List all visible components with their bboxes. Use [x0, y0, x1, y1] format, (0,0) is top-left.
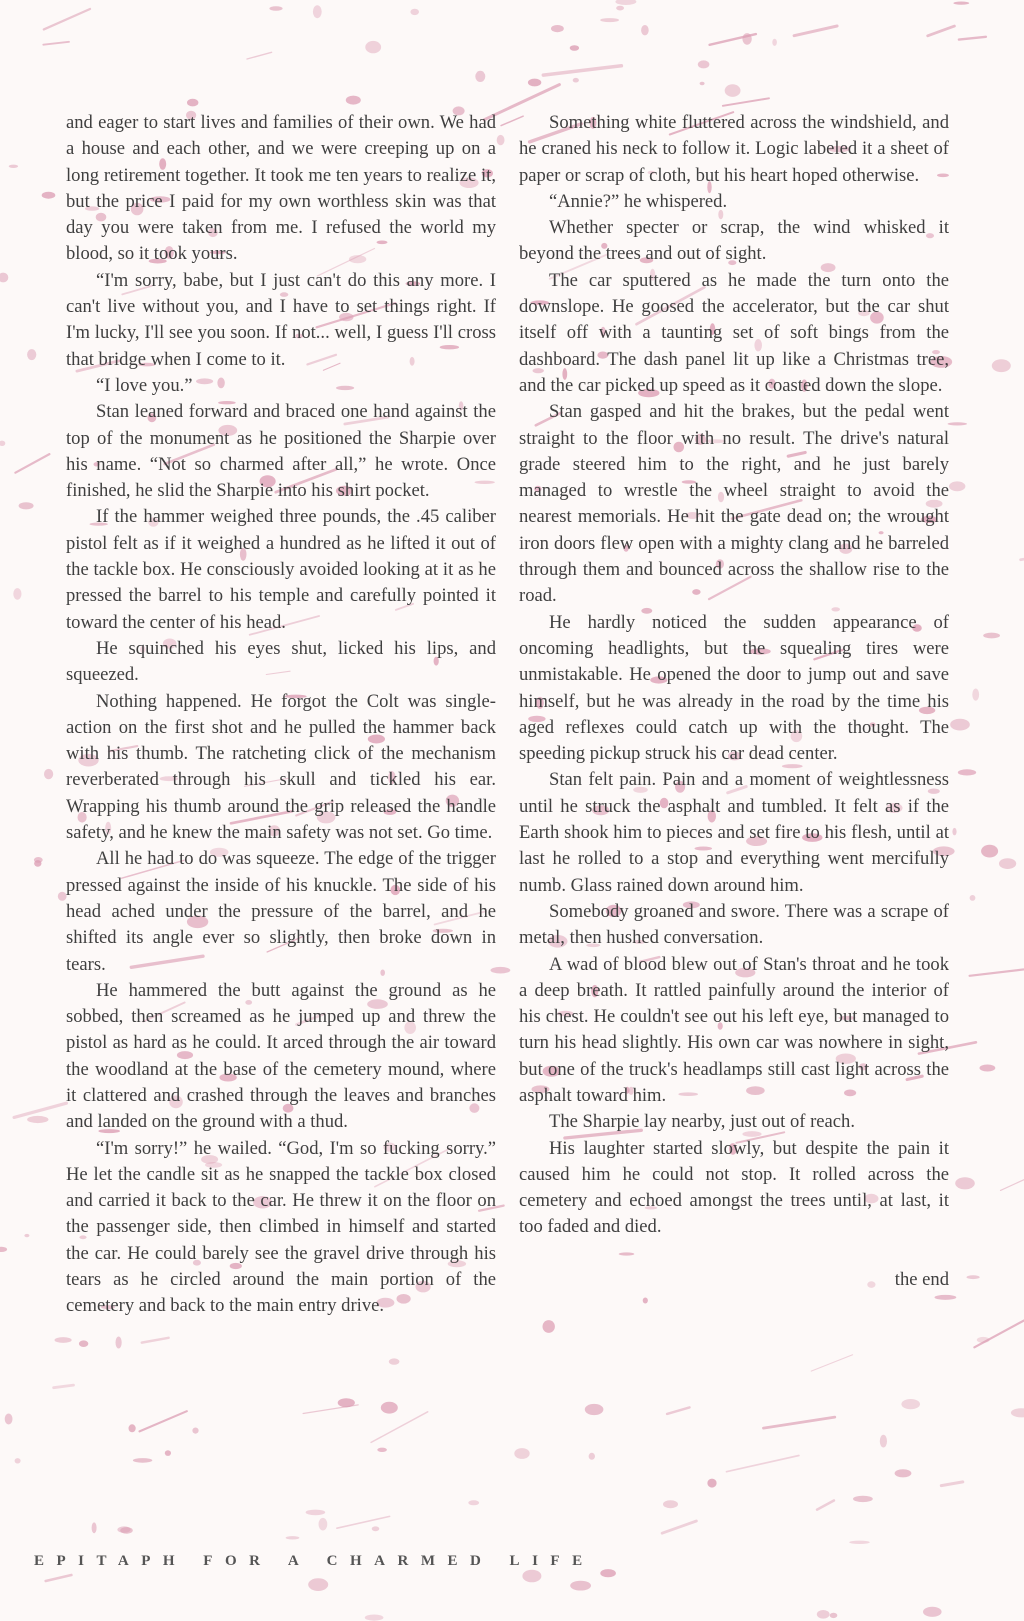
splatter-blot: [27, 349, 36, 360]
splatter-blot: [497, 135, 505, 145]
splatter-blot: [949, 481, 965, 491]
splatter-blot: [133, 1458, 152, 1463]
paragraph: “I'm sorry!” he wailed. “God, I'm so fucking sorry.” He let the candle sit as he snapped the tackle box closed and carried it back to the car. He threw it on the floor on the passenger side, then climbed in himself and started the car. He could barely see the gravel drive through his tears as he circled around the main portion of the cemetery and back to the main entry drive.: [66, 1137, 496, 1317]
splatter-blot: [953, 1, 969, 4]
paragraph: All he had to do was squeeze. The edge of the trigger pressed against the inside of his knuckle. The side of his head ached under the pressure of the barrel, and he shifted its angle ever so slightly, then broke down in tears.: [66, 848, 496, 975]
splatter-blot: [308, 1578, 328, 1591]
splatter-blot: [117, 1526, 130, 1532]
splatter-blot: [543, 1320, 555, 1333]
splatter-blot: [615, 0, 636, 5]
splatter-streak: [811, 1355, 852, 1371]
running-title-footer: EPITAPH FOR A CHARMED LIFE: [34, 1553, 595, 1569]
splatter-blot: [19, 502, 34, 509]
splatter-streak: [970, 967, 1024, 976]
splatter-blot: [0, 273, 8, 283]
splatter-blot: [935, 1295, 957, 1300]
splatter-blot: [585, 1404, 604, 1415]
splatter-blot: [999, 858, 1016, 869]
splatter-blot: [600, 1569, 616, 1577]
paragraph: His laughter started slowly, but despite the pain it caused him he could not stop. It rolled across the cemetery and echoed amongst the trees until, at last, it too faded and died.: [519, 1137, 949, 1238]
splatter-streak: [959, 37, 986, 40]
splatter-streak: [247, 52, 272, 59]
splatter-blot: [522, 1570, 541, 1583]
splatter-blot: [551, 25, 564, 32]
splatter-blot: [958, 769, 976, 775]
splatter-blot: [365, 1615, 384, 1621]
splatter-blot: [643, 1298, 648, 1304]
splatter-blot: [817, 1610, 830, 1619]
splatter-streak: [44, 9, 90, 29]
paragraph: If the hammer weighed three pounds, the .45 caliber pistol felt as if it weighed a hundred as he lifted it out of the tackle box. He consciously avoided looking at it as he pressed the barrel to his temple and carefully pointed it toward the center of his head.: [66, 506, 496, 633]
splatter-blot: [970, 895, 976, 901]
splatter-blot: [319, 1518, 328, 1531]
splatter-streak: [941, 1482, 963, 1486]
splatter-blot: [981, 845, 998, 858]
splatter-blot: [967, 1275, 980, 1279]
paragraph: Something white fluttered across the windshield, and he craned his neck to follow it. Logic labeled it a sheet of paper or scrap of cloth, but his heart hoped otherwise.: [519, 112, 949, 186]
splatter-streak: [43, 42, 69, 45]
splatter-blot: [410, 9, 419, 15]
paragraph: and eager to start lives and families of their own. We had a house and each other, and we were creeping up on a long retirement together. It took me ten years to realize it, but the price I paid for my own worthless skin was that day you were taken from me. I refused the world my blood, so it took yours.: [66, 112, 496, 265]
splatter-blot: [116, 1337, 122, 1349]
splatter-blot: [372, 1526, 380, 1531]
splatter-blot: [5, 1414, 13, 1425]
paragraph: Stan felt pain. Pain and a moment of weightlessness until he struck the asphalt and tumbled. It felt as if the Earth shook him to pieces and set fire to his flesh, until at last he rolled to a stop and everything went mercifully numb. Glass rained down around him.: [519, 769, 949, 896]
splatter-streak: [764, 1417, 835, 1428]
splatter-streak: [794, 26, 837, 36]
splatter-blot: [725, 84, 741, 97]
splatter-blot: [44, 769, 53, 779]
splatter-streak: [142, 1338, 169, 1343]
splatter-blot: [165, 1450, 171, 1456]
splatter-blot: [570, 1581, 591, 1591]
splatter-streak: [817, 1501, 834, 1510]
paragraph: He hammered the butt against the ground as he sobbed, then screamed as he jumped up and threw the pistol as hard as he could. It arced through the air toward the woodland at the base of the cemetery mound, where it clattered and crashed through the leaves and branches and landed on the ground with a thud.: [66, 979, 496, 1133]
splatter-streak: [667, 1407, 689, 1414]
splatter-blot: [573, 78, 579, 83]
splatter-blot: [952, 828, 956, 835]
splatter-blot: [950, 719, 970, 731]
the-end-mark: the end: [894, 1268, 949, 1290]
paragraph: He squinched his eyes shut, licked his lips, and squeezed.: [66, 637, 496, 686]
splatter-blot: [772, 39, 777, 46]
splatter-streak: [14, 1103, 66, 1117]
splatter-blot: [830, 1613, 838, 1618]
splatter-streak: [1001, 1169, 1024, 1191]
splatter-blot: [616, 6, 624, 11]
paragraph: Stan leaned forward and braced one hand against the top of the monument as he positioned the Sharpie over his name. “Not so charmed after all,” he wrote. Once finished, he slid the Sharpie into his shirt pocket.: [66, 401, 496, 502]
splatter-blot: [895, 1469, 912, 1477]
splatter-blot: [468, 1500, 479, 1505]
splatter-streak: [15, 454, 49, 473]
paragraph: Nothing happened. He forgot the Colt was single-action on the first shot and he pulled the hammer back with his thumb. The ratcheting click of the mechanism reverberated through his skull and tickled his ear. Wrapping his thumb around the grip released the handle safety, and he knew the main safety was not set. Go time.: [66, 690, 496, 844]
splatter-blot: [192, 1428, 198, 1434]
splatter-blot: [972, 689, 979, 701]
splatter-blot: [707, 1479, 716, 1488]
splatter-blot: [641, 25, 649, 35]
splatter-streak: [371, 1412, 428, 1443]
splatter-blot: [475, 71, 485, 82]
splatter-blot: [187, 99, 198, 107]
splatter-blot: [13, 588, 21, 600]
story-column-left: [66, 110, 496, 1320]
splatter-blot: [992, 359, 1011, 372]
splatter-streak: [928, 26, 955, 36]
splatter-blot: [0, 441, 5, 446]
splatter-blot: [79, 1340, 88, 1347]
splatter-blot: [0, 1247, 7, 1252]
splatter-blot: [365, 41, 381, 53]
splatter-blot: [92, 1522, 97, 1533]
splatter-blot: [880, 1435, 887, 1448]
splatter-streak: [974, 1313, 1024, 1348]
paragraph: The Sharpie lay nearby, just out of reach.: [549, 1111, 855, 1133]
splatter-blot: [1011, 1408, 1024, 1417]
splatter-streak: [54, 1385, 74, 1388]
splatter-blot: [389, 1358, 400, 1364]
paragraph: The car sputtered as he made the turn onto the downslope. He goosed the accelerator, but the car shut itself off with a taunting set of soft bings from the dashboard. The dash panel lit up like a Christmas tree, and the car picked up speed as it coasted down the slope.: [519, 269, 949, 396]
splatter-streak: [303, 1405, 358, 1414]
splatter-blot: [381, 1402, 398, 1414]
paragraph: Somebody groaned and swore. There was a scrape of metal, then hushed conversation.: [519, 900, 949, 949]
splatter-blot: [570, 45, 579, 51]
splatter-blot: [34, 860, 41, 867]
splatter-blot: [24, 1234, 29, 1237]
splatter-blot: [983, 633, 1000, 639]
splatter-blot: [528, 79, 541, 87]
paragraph: “Annie?” he whispered.: [549, 190, 728, 212]
splatter-blot: [853, 1496, 873, 1502]
splatter-blot: [901, 1399, 920, 1409]
splatter-blot: [514, 1448, 529, 1459]
splatter-blot: [700, 82, 705, 85]
splatter-blot: [849, 1541, 870, 1544]
splatter-streak: [46, 1575, 72, 1581]
splatter-blot: [27, 1116, 48, 1123]
splatter-blot: [980, 1065, 996, 1072]
splatter-blot: [306, 1510, 326, 1516]
splatter-blot: [55, 1337, 72, 1343]
splatter-blot: [377, 1448, 387, 1452]
splatter-streak: [140, 1411, 187, 1431]
splatter-streak: [543, 66, 621, 75]
splatter-streak: [723, 98, 769, 106]
paragraph: “I'm sorry, babe, but I just can't do this any more. I can't live without you, and I have to set things right. If I'm lucky, I'll see you soon. If not... well, I guess I'll cross that bridge when I come to it.: [66, 269, 496, 370]
splatter-blot: [923, 1607, 942, 1617]
splatter-blot: [346, 96, 361, 105]
splatter-blot: [9, 165, 18, 168]
splatter-blot: [42, 192, 56, 199]
splatter-blot: [955, 1177, 975, 1189]
splatter-blot: [600, 18, 619, 22]
splatter-streak: [727, 1456, 799, 1472]
splatter-blot: [589, 1453, 595, 1460]
story-column-right: [519, 110, 949, 1293]
paragraph: Stan gasped and hit the brakes, but the pedal went straight to the floor with no result. The drive's natural grade steered him to the right, and he just barely managed to wrestle the wheel straight to avoid the nearest memorials. He hit the gate dead on; the wrought iron doors flew open with a mighty clang and he barreled through them and bounced across the shallow rise to the road.: [519, 401, 949, 607]
splatter-streak: [337, 1516, 390, 1528]
paragraph: “I love you.”: [96, 374, 193, 396]
splatter-streak: [1021, 546, 1024, 559]
splatter-streak: [662, 1521, 696, 1533]
splatter-blot: [948, 422, 967, 425]
paragraph: A wad of blood blew out of Stan's throat and he took a deep breath. It rattled painfully around the interior of his chest. He couldn't see out his left eye, but managed to turn his head slightly. His own car was nowhere in sight, but one of the truck's headlamps still cast light across the asphalt toward him.: [519, 953, 949, 1106]
splatter-blot: [698, 60, 710, 68]
splatter-blot: [269, 6, 282, 11]
splatter-blot: [129, 1424, 136, 1432]
paragraph: He hardly noticed the sudden appearance of oncoming headlights, but the squealing tires were unmistakable. He opened the door to jump out and save himself, but he was already in the road by the time his aged reflexes could catch up with the thought. The speeding pickup struck his car dead center.: [519, 611, 949, 765]
splatter-blot: [663, 1500, 678, 1508]
splatter-blot: [15, 1458, 21, 1463]
paragraph: Whether specter or scrap, the wind whisked it beyond the trees and out of sight.: [519, 217, 949, 265]
splatter-blot: [313, 5, 322, 18]
splatter-blot: [286, 1536, 300, 1539]
